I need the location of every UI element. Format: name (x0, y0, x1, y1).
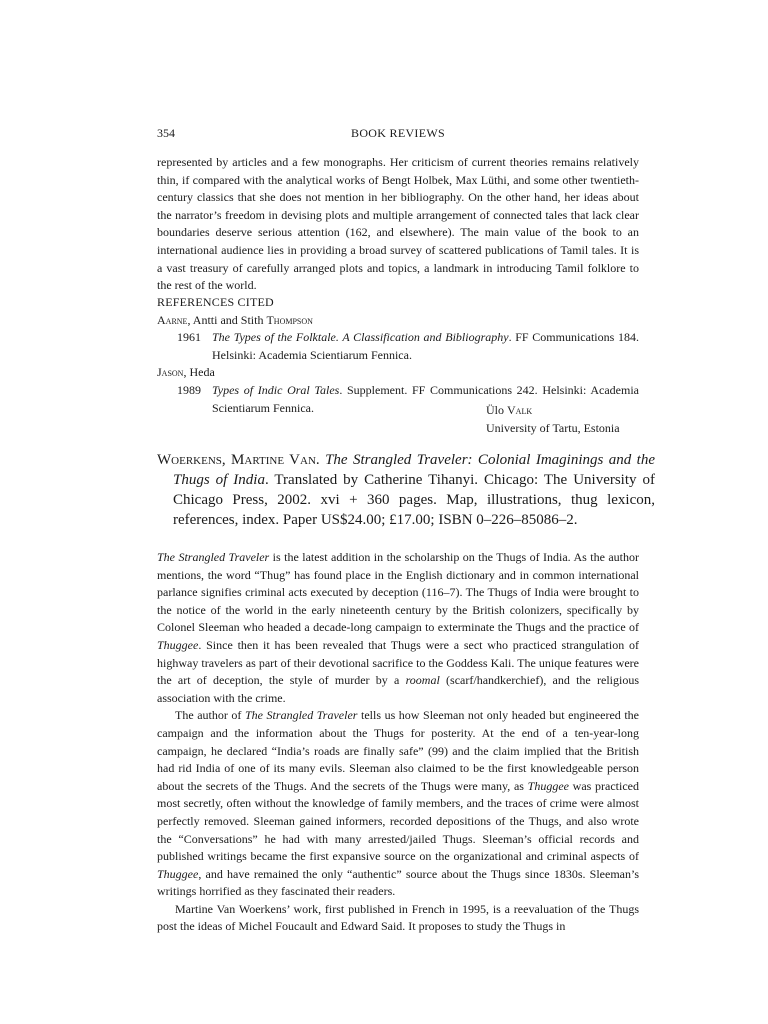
reference-rest: . FF Communications 184. Helsinki: Academia Scientiarum Fennica. (212, 330, 639, 362)
reference-year: 1989 (177, 382, 201, 397)
text-run: (scarf/handkerchief), and the religious association with the crime. (157, 673, 639, 705)
reviewer-last-name: Valk (507, 403, 533, 417)
reference-title: Types of Indic Oral Tales (212, 382, 340, 397)
text-run: tells us how Sleeman not only headed but engineered the campaign and the information about the Thugs for posterity. At the end of a ten-year-long campaign, he declared “India’s roads are finally safe” (99) and the claim implied that the British had rid India of one of its many evils. Sleeman also claimed to be the first knowledgeable person about the secrets of the Thugs. And the secrets of the Thugs were many, as (157, 708, 639, 793)
reference-year: 1961 (177, 330, 201, 345)
reviewer-signature (486, 402, 620, 437)
reference-author-surname: Jason (157, 365, 184, 380)
section-title: BOOK REVIEWS (351, 126, 445, 140)
reference-rest: . Supplement. FF Communications 242. Helsinki: Academia Scientiarum Fennica. (212, 382, 639, 415)
page-number: 354 (157, 126, 175, 140)
text-run: was practiced most secretly, often without the knowledge of family members, and the traces of crime were almost perfectly removed. Sleeman gained informers, recorded depositions of the Thugs, and also wrote the “Conversations” he had with many arrested/jailed Thugs. Sleeman’s official records and published writings became the first expansive source on the organizational and criminal aspects of (157, 778, 639, 864)
italic-title: The Strangled Traveler (245, 708, 358, 723)
book-author: Woerkens, Martine Van. (157, 452, 320, 468)
body-paragraph (157, 549, 639, 707)
italic-term: Thuggee (157, 866, 199, 881)
reviewer-first-name: Ülo (486, 403, 507, 417)
previous-review-paragraph: represented by articles and a few monographs. Her criticism of current theories remains relatively thin, if compared with the analytical works of Bengt Holbek, Max Lüthi, and some other twentieth-century classics that she does not mention in her bibliography. On the other hand, her ideas about the narrator’s freedom in devising plots and multiple arrangement of connected tales that lack clear boundaries deserve serious attention (162, and elsewhere). The main value of the book to an international audience lies in providing a broad survey of scattered publications of Tamil tales. It is a vast treasury of carefully arranged plots and topics, a landmark in introducing Tamil folklore to the rest of the world. (157, 155, 639, 293)
previous-review-end (157, 154, 639, 295)
reference-author-rest: , Heda (183, 365, 215, 380)
body-paragraph: Martine Van Woerkens’ work, first published in French in 1995, is a reevaluation of the Thugs post the ideas of Michel Foucault and Edward Said. It proposes to study the Thugs in (157, 901, 639, 934)
book-details: . Translated by Catherine Tihanyi. Chicago: The University of Chicago Press, 2002. xvi + 360 pages. Map, illustrations, thug lexicon, references, index. Paper US$24.00; £17.00; ISBN 0–226–85086–2. (173, 472, 655, 528)
reference-title: The Types of the Folktale. A Classification and Bibliography (212, 330, 509, 345)
reviewer-affiliation: University of Tartu, Estonia (486, 420, 620, 435)
italic-term: Thuggee (157, 637, 199, 652)
italic-term: roomal (405, 673, 440, 688)
review-citation (157, 450, 655, 530)
reviewer-name (486, 402, 620, 420)
book-title: The Strangled Traveler: Colonial Imaginings and the Thugs of India (173, 452, 655, 488)
references-heading: REFERENCES CITED (157, 295, 274, 309)
italic-title: The Strangled Traveler (157, 550, 270, 564)
body-paragraph (157, 707, 639, 901)
reference-coauthor-surname: Thompson (266, 312, 313, 327)
references-cited (157, 294, 639, 417)
review-body (157, 549, 639, 936)
reference-author-rest: , Antti and Stith (187, 312, 267, 327)
reference-entry (157, 329, 639, 364)
reference-author (157, 364, 639, 382)
text-run: . Since then it has been revealed that Thugs were a sect who practiced strangulation of highway travelers as part of their devotional sacrifice to the Goddess Kali. The unique features were the art of deception, the style of murder by a (157, 637, 639, 688)
italic-term: Thuggee (527, 778, 569, 793)
text-run: The author of (175, 708, 245, 723)
reference-author (157, 312, 639, 330)
text-run: is the latest addition in the scholarship on the Thugs of India. As the author mentions, the word “Thug” has found place in the English dictionary and in common international parlance signifies criminal acts executed by deception (116–7). The Thugs of India were brought to the notice of the world in the early nineteenth century by the British colonizers, specifically by Colonel Sleeman who headed a decade-long campaign to exterminate the Thugs and the practice of (157, 550, 640, 635)
text-run: , and have remained the only “authentic” source about the Thugs since 1830s. Sleeman’s writings horrified as they fascinated their readers. (157, 866, 639, 899)
reference-author-surname: Aarne (157, 312, 188, 327)
